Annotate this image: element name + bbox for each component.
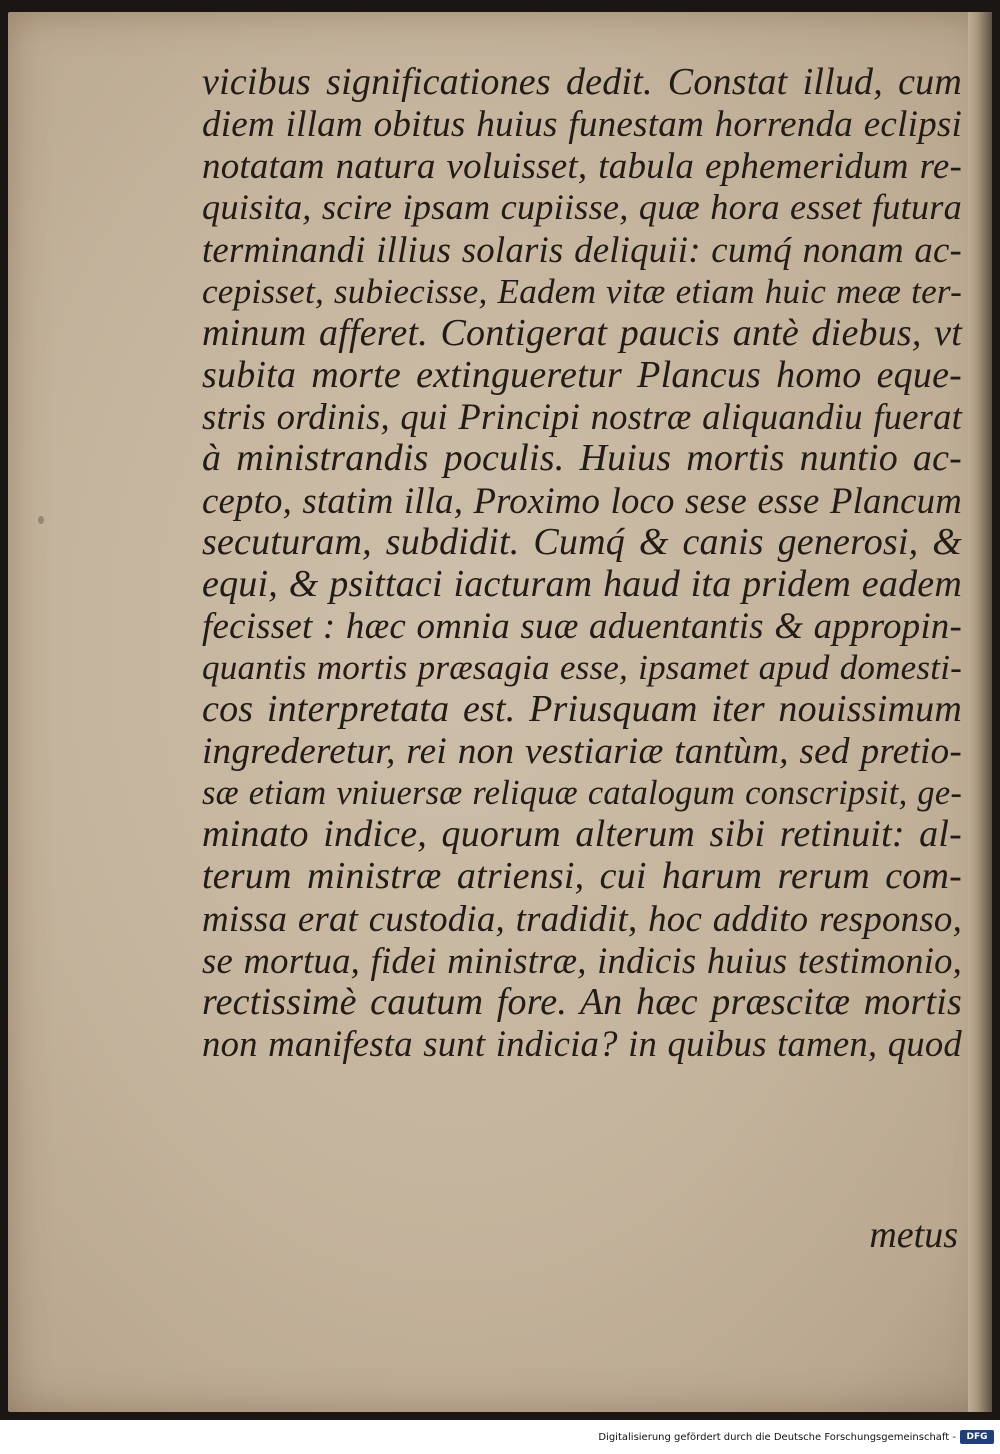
text-line: minato indice, quorum alterum sibi retinuit: al- <box>202 813 962 856</box>
text-line: diem illam obitus huius funestam horrenda eclipsi <box>202 103 962 145</box>
text-line: minum afferet. Contigerat paucis antè diebus, vt <box>202 311 962 354</box>
text-line: non manifesta sunt indicia? in quibus tamen, quod <box>202 1023 962 1065</box>
text-line: à ministrandis poculis. Huius mortis nuntio ac- <box>202 437 962 480</box>
text-line: cepisset, subiecisse, Eadem vitæ etiam huic meæ ter- <box>202 271 962 311</box>
text-line: stris ordinis, qui Principi nostræ aliquandiu fuerat <box>202 396 962 438</box>
text-line: fecisset : hæc omnia suæ aduentantis & appropin- <box>202 605 962 647</box>
text-line: sæ etiam vniuersæ reliquæ catalogum conscripsit, ge- <box>202 773 962 812</box>
text-line: terminandi illius solaris deliquii: cumq́ nonam ac- <box>202 229 962 271</box>
text-line: equi, & psittaci iacturam haud ita pridem eadem <box>202 562 962 605</box>
page-edge <box>968 12 992 1412</box>
text-line: quisita, scire ipsam cupiisse, quæ hora esset futura <box>202 187 962 228</box>
dfg-logo: DFG <box>960 1430 994 1444</box>
text-line: missa erat custodia, tradidit, hoc addito responso, <box>202 897 962 939</box>
text-line: rectissimè cautum fore. An hæc præscitæ mortis <box>202 980 962 1023</box>
text-line: subita morte extingueretur Plancus homo eque- <box>202 353 962 396</box>
text-line: vicibus significationes dedit. Constat illud, cum <box>202 61 962 103</box>
text-line: quantis mortis præsagia esse, ipsamet apud domesti- <box>202 648 962 688</box>
catchword: metus <box>869 1214 958 1256</box>
text-line: se mortua, fidei ministræ, indicis huius testimonio, <box>202 939 962 981</box>
text-line: secuturam, subdidit. Cumq́ & canis generosi, & <box>202 520 962 563</box>
paper-stain <box>38 516 44 524</box>
text-line: cepto, statim illa, Proximo loco sese esse Plancum <box>202 479 962 521</box>
text-line: notatam natura voluisset, tabula ephemeridum re- <box>202 145 962 187</box>
text-line: cos interpretata est. Priusquam iter nouissimum <box>202 687 962 730</box>
text-line: terum ministræ atriensi, cui harum rerum com- <box>202 855 962 898</box>
page-text <box>202 62 962 1065</box>
text-line: ingrederetur, rei non vestiariæ tantùm, sed pretio- <box>202 730 962 772</box>
funding-credit: Digitalisierung gefördert durch die Deutsche Forschungsgemeinschaft - <box>598 1432 956 1443</box>
